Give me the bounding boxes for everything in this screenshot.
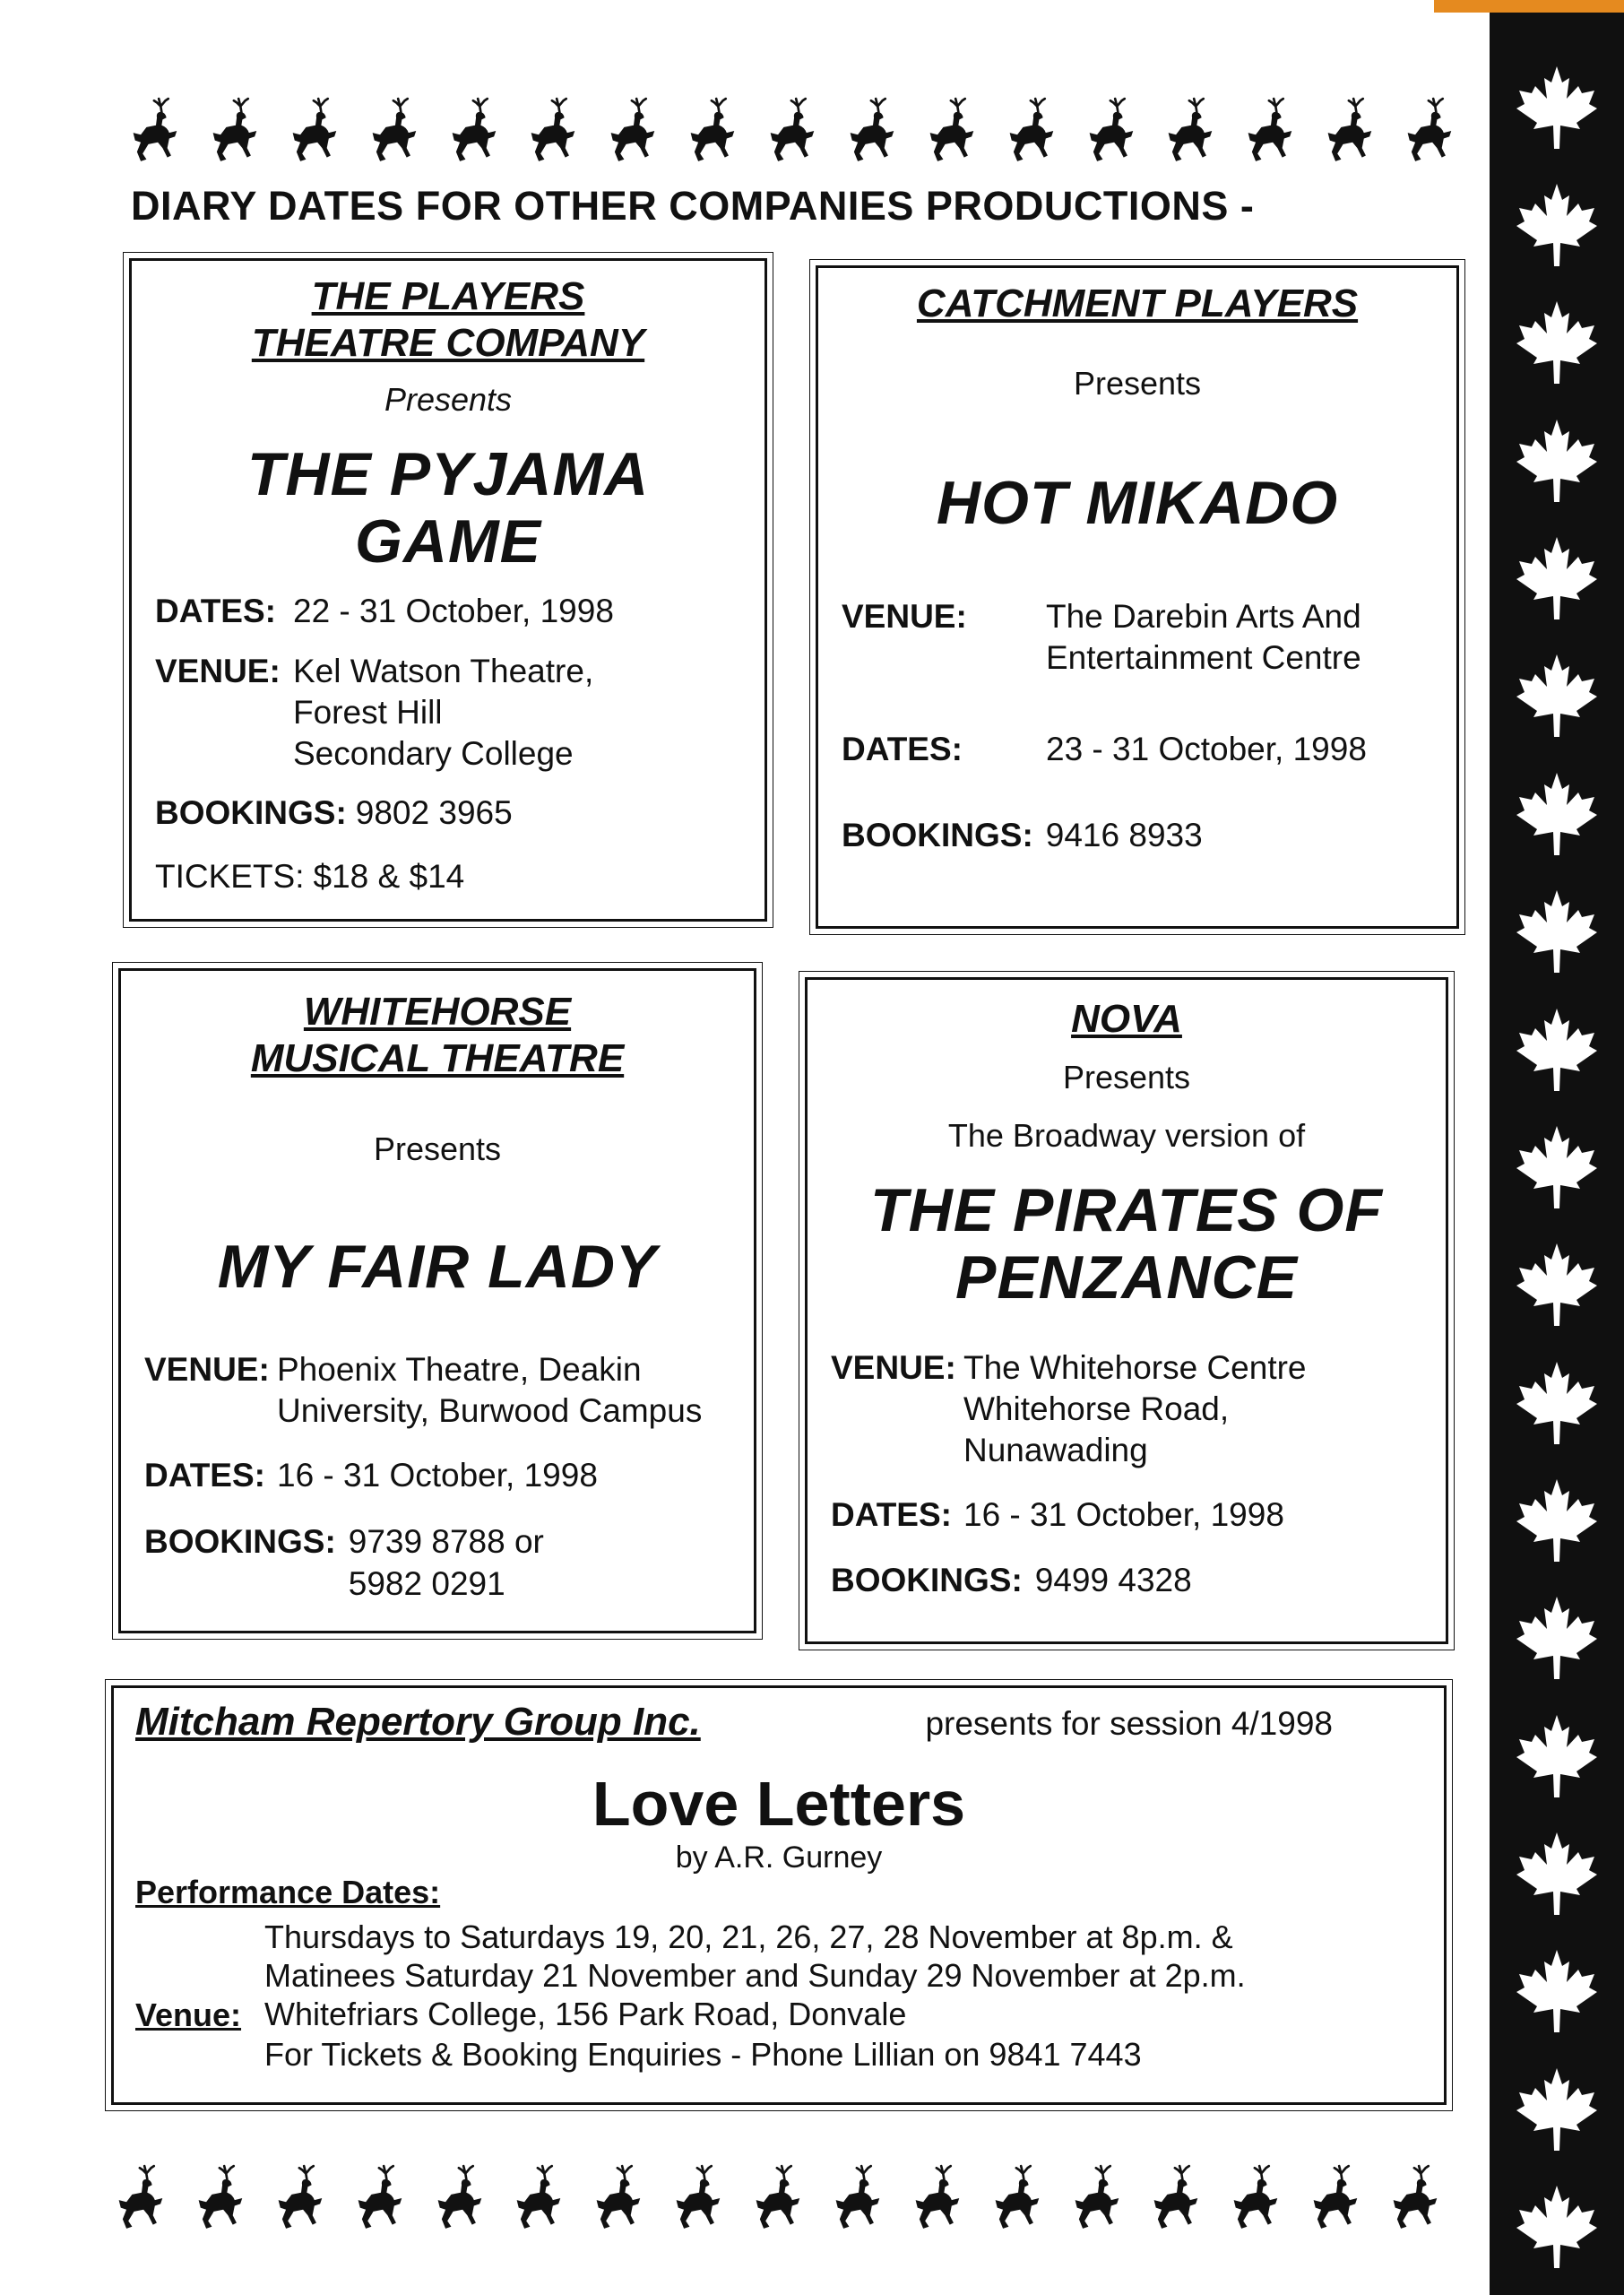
reindeer-icon bbox=[445, 97, 505, 163]
presents-label: Presents bbox=[384, 380, 513, 418]
reindeer-icon bbox=[683, 97, 744, 163]
reindeer-icon bbox=[669, 2164, 730, 2230]
bookings-label: BOOKINGS: bbox=[842, 817, 1033, 854]
venue-label: VENUE: bbox=[831, 1348, 956, 1386]
dates-label: DATES: bbox=[842, 731, 963, 768]
reindeer-icon bbox=[1240, 97, 1301, 163]
reindeer-icon bbox=[1002, 97, 1063, 163]
reindeer-icon bbox=[1067, 2164, 1128, 2230]
reindeer-icon bbox=[365, 97, 426, 163]
bookings-value: 9802 3965 bbox=[355, 794, 513, 832]
tickets-row bbox=[155, 856, 741, 897]
venue-row bbox=[155, 651, 741, 775]
dates-label: DATES: bbox=[155, 593, 276, 630]
reindeer-icon bbox=[350, 2164, 411, 2230]
maple-leaf-icon bbox=[1512, 2182, 1602, 2272]
maple-leaf-icon bbox=[1512, 533, 1602, 623]
reindeer-icon bbox=[988, 2164, 1049, 2230]
reindeer-icon bbox=[285, 97, 346, 163]
org-name: CATCHMENT PLAYERS bbox=[916, 281, 1359, 325]
presents-label: Presents bbox=[373, 1130, 502, 1167]
venue-label: Venue: bbox=[135, 1996, 242, 2033]
org-name: NOVA bbox=[1071, 997, 1182, 1041]
reindeer-icon bbox=[1320, 97, 1381, 163]
show-title: HOT MIKADO bbox=[936, 468, 1339, 537]
maple-leaf-icon bbox=[1512, 1476, 1602, 1565]
reindeer-icon bbox=[1386, 2164, 1447, 2230]
dates-label: DATES: bbox=[144, 1457, 265, 1494]
show-title: THE PYJAMA GAME bbox=[246, 439, 650, 576]
reindeer-icon bbox=[1082, 97, 1143, 163]
reindeer-icon bbox=[922, 97, 983, 163]
show-title: MY FAIR LADY bbox=[217, 1232, 658, 1301]
whitehorse-musical-box bbox=[118, 968, 756, 1633]
reindeer-icon bbox=[763, 97, 824, 163]
venue-row bbox=[831, 1347, 1422, 1472]
venue-label: VENUE: bbox=[842, 597, 967, 635]
top-deer-border bbox=[125, 90, 1461, 170]
org-name: THE PLAYERS THEATRE COMPANY bbox=[251, 274, 645, 365]
maple-leaf-icon bbox=[1512, 1240, 1602, 1329]
maple-leaf-icon bbox=[1512, 416, 1602, 506]
bookings-value: 9739 8788 or 5982 0291 bbox=[348, 1523, 544, 1602]
reindeer-icon bbox=[1400, 97, 1461, 163]
maple-leaf-icon bbox=[1512, 2065, 1602, 2154]
maple-leaf-icon bbox=[1512, 1946, 1602, 2036]
dates-row bbox=[144, 1455, 730, 1496]
venue-value: The Darebin Arts And Entertainment Centre bbox=[1046, 597, 1361, 676]
venue-value: Kel Watson Theatre, Forest Hill Secondary College bbox=[293, 652, 594, 773]
venue-row bbox=[144, 1349, 730, 1433]
maple-leaf-icon bbox=[1512, 1005, 1602, 1095]
reindeer-icon bbox=[430, 2164, 491, 2230]
bookings-row bbox=[144, 1521, 730, 1605]
bookings-row bbox=[842, 815, 1433, 856]
venue-value: The Whitehorse Centre Whitehorse Road, Nunawading bbox=[963, 1348, 1307, 1468]
venue-label: VENUE: bbox=[155, 652, 281, 689]
maple-leaf-icon bbox=[1512, 651, 1602, 740]
bottom-deer-border bbox=[111, 2157, 1447, 2238]
reindeer-icon bbox=[828, 2164, 889, 2230]
show-title: Love Letters bbox=[592, 1769, 966, 1839]
catchment-players-box bbox=[816, 265, 1459, 929]
org-name: Mitcham Repertory Group Inc. bbox=[135, 1700, 701, 1744]
dates-value: 16 - 31 October, 1998 bbox=[277, 1457, 598, 1494]
tickets-line: For Tickets & Booking Enquiries - Phone Lillian on 9841 7443 bbox=[264, 2035, 1142, 2073]
bookings-label: BOOKINGS: bbox=[144, 1523, 336, 1561]
bookings-value: 9416 8933 bbox=[1045, 817, 1203, 854]
performance-line-1: Thursdays to Saturdays 19, 20, 21, 26, 27, 28 November at 8p.m. & bbox=[264, 1918, 1233, 1955]
orange-corner-strip bbox=[1434, 0, 1624, 13]
venue-row bbox=[842, 596, 1433, 680]
venue-label: VENUE: bbox=[144, 1350, 270, 1388]
reindeer-icon bbox=[603, 97, 664, 163]
venue-row bbox=[135, 1995, 1422, 2035]
dates-value: 22 - 31 October, 1998 bbox=[293, 593, 614, 630]
maple-leaf-icon bbox=[1512, 1122, 1602, 1212]
reindeer-icon bbox=[125, 97, 186, 163]
dates-value: 23 - 31 October, 1998 bbox=[1046, 731, 1367, 768]
version-note: The Broadway version of bbox=[947, 1116, 1306, 1154]
dates-row bbox=[831, 1494, 1422, 1536]
reindeer-icon bbox=[748, 2164, 809, 2230]
performance-line-2: Matinees Saturday 21 November and Sunday 29 November at 2p.m. bbox=[264, 1956, 1246, 1994]
maple-leaf-icon bbox=[1512, 1593, 1602, 1683]
reindeer-icon bbox=[1146, 2164, 1207, 2230]
maple-leaf-border bbox=[1490, 13, 1624, 2295]
reindeer-icon bbox=[589, 2164, 650, 2230]
mitcham-header bbox=[135, 1697, 1422, 1746]
performance-dates-label: Performance Dates: bbox=[135, 1873, 441, 1910]
show-title: THE PIRATES OF PENZANCE bbox=[870, 1175, 1383, 1312]
bookings-label: BOOKINGS: bbox=[831, 1561, 1023, 1598]
reindeer-icon bbox=[191, 2164, 252, 2230]
reindeer-icon bbox=[1161, 97, 1222, 163]
venue-value: Phoenix Theatre, Deakin University, Burwood Campus bbox=[277, 1350, 703, 1429]
reindeer-icon bbox=[908, 2164, 969, 2230]
dates-row bbox=[842, 729, 1433, 770]
maple-leaf-icon bbox=[1512, 769, 1602, 859]
reindeer-icon bbox=[1306, 2164, 1367, 2230]
session-note: presents for session 4/1998 bbox=[925, 1705, 1333, 1742]
reindeer-icon bbox=[1226, 2164, 1287, 2230]
author-credit: by A.R. Gurney bbox=[675, 1840, 883, 1875]
dates-label: DATES: bbox=[831, 1496, 952, 1534]
maple-leaf-icon bbox=[1512, 63, 1602, 152]
players-theatre-box bbox=[129, 258, 767, 922]
venue-value: Whitefriars College, 156 Park Road, Donvale bbox=[264, 1995, 907, 2032]
bookings-label: BOOKINGS: bbox=[155, 794, 347, 832]
maple-leaf-icon bbox=[1512, 1358, 1602, 1448]
reindeer-icon bbox=[509, 2164, 570, 2230]
tickets-label: TICKETS: bbox=[155, 857, 305, 895]
bookings-value: 9499 4328 bbox=[1034, 1561, 1192, 1598]
mitcham-repertory-box bbox=[111, 1685, 1447, 2105]
maple-leaf-icon bbox=[1512, 180, 1602, 270]
nova-box bbox=[805, 977, 1448, 1644]
reindeer-icon bbox=[111, 2164, 172, 2230]
dates-value: 16 - 31 October, 1998 bbox=[963, 1496, 1284, 1534]
presents-label: Presents bbox=[1073, 364, 1202, 402]
maple-leaf-icon bbox=[1512, 298, 1602, 387]
reindeer-icon bbox=[205, 97, 266, 163]
maple-leaf-icon bbox=[1512, 887, 1602, 976]
presents-label: Presents bbox=[1062, 1058, 1191, 1096]
maple-leaf-icon bbox=[1512, 1829, 1602, 1918]
maple-leaf-icon bbox=[1512, 1711, 1602, 1801]
dates-row bbox=[155, 591, 741, 632]
reindeer-icon bbox=[523, 97, 584, 163]
page-heading: DIARY DATES FOR OTHER COMPANIES PRODUCTIONS - bbox=[131, 183, 1255, 229]
bookings-row bbox=[155, 792, 741, 834]
reindeer-icon bbox=[842, 97, 903, 163]
org-name: WHITEHORSE MUSICAL THEATRE bbox=[250, 990, 625, 1080]
tickets-value: $18 & $14 bbox=[313, 857, 465, 895]
reindeer-icon bbox=[271, 2164, 332, 2230]
bookings-row bbox=[831, 1560, 1422, 1601]
